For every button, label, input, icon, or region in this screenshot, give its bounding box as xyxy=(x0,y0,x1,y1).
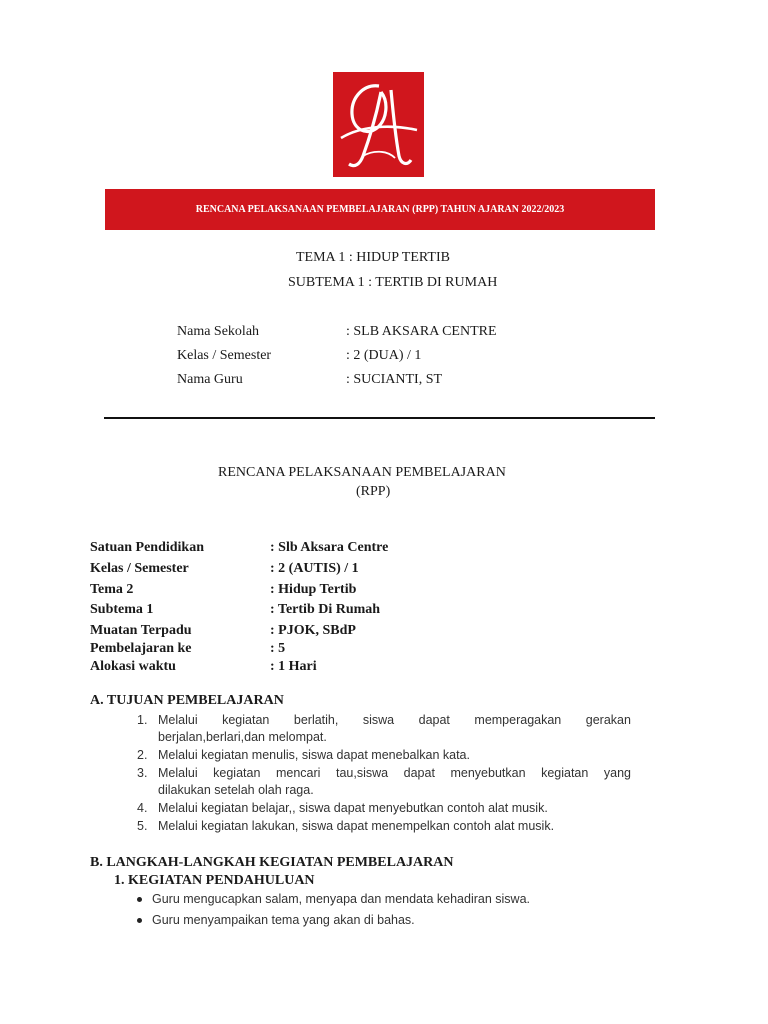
list-word: memperagakan xyxy=(474,713,562,727)
list-word: siswa xyxy=(362,713,395,727)
subtema-title: SUBTEMA 1 : TERTIB DI RUMAH xyxy=(288,275,498,290)
header-banner: RENCANA PELAKSANAAN PEMBELAJARAN (RPP) TAHUN AJARAN 2022/2023 xyxy=(105,189,655,230)
list-item-line xyxy=(158,766,631,781)
list-word: yang xyxy=(603,766,631,780)
list-word: kegiatan xyxy=(213,766,261,780)
identity-value: : Hidup Tertib xyxy=(270,582,357,597)
identity-label: Pembelajaran ke xyxy=(90,641,192,656)
list-word: menyebutkan xyxy=(450,766,526,780)
field-label: Nama Sekolah xyxy=(177,324,260,339)
identity-value: : 1 Hari xyxy=(270,659,317,674)
identity-value: : Tertib Di Rumah xyxy=(270,602,381,617)
identity-label: Satuan Pendidikan xyxy=(90,540,204,555)
identity-value: : PJOK, SBdP xyxy=(270,623,356,638)
field-value: : 2 (DUA) / 1 xyxy=(346,348,422,363)
list-word: gerakan xyxy=(585,713,631,727)
list-number: 1. xyxy=(137,713,148,727)
list-item-line: dilakukan setelah olah raga. xyxy=(158,783,314,797)
list-word: kegiatan xyxy=(222,713,270,727)
bullet-icon xyxy=(137,918,142,923)
identity-value: : Slb Aksara Centre xyxy=(270,540,389,555)
logo-icon xyxy=(333,72,424,177)
identity-label: Tema 2 xyxy=(90,582,134,597)
divider-line xyxy=(104,417,655,419)
bullet-item: Guru menyampaikan tema yang akan di bahas. xyxy=(152,913,415,927)
list-word: Melalui xyxy=(158,766,198,780)
list-word: dapat xyxy=(403,766,435,780)
list-word: mencari xyxy=(275,766,321,780)
identity-value: : 5 xyxy=(270,641,286,656)
field-value: : SUCIANTI, ST xyxy=(346,372,443,387)
identity-label: Muatan Terpadu xyxy=(90,623,192,638)
identity-label: Subtema 1 xyxy=(90,602,154,617)
field-label: Kelas / Semester xyxy=(177,348,272,363)
list-item-line xyxy=(158,713,631,728)
list-word: berlatih, xyxy=(293,713,339,727)
list-word: kegiatan xyxy=(541,766,589,780)
identity-label: Kelas / Semester xyxy=(90,561,189,576)
list-item-line: berjalan,berlari,dan melompat. xyxy=(158,730,327,744)
bullet-icon xyxy=(137,897,142,902)
document-subtitle: (RPP) xyxy=(356,484,391,499)
identity-value: : 2 (AUTIS) / 1 xyxy=(270,561,359,576)
list-number: 5. xyxy=(137,819,148,833)
tema-title: TEMA 1 : HIDUP TERTIB xyxy=(296,250,450,265)
list-word: tau,siswa xyxy=(335,766,389,780)
list-word: Melalui xyxy=(158,713,198,727)
field-label: Nama Guru xyxy=(177,372,243,387)
list-item-line: Melalui kegiatan menulis, siswa dapat menebalkan kata. xyxy=(158,748,470,762)
list-item-line: Melalui kegiatan belajar,, siswa dapat menyebutkan contoh alat musik. xyxy=(158,801,548,815)
list-item-line: Melalui kegiatan lakukan, siswa dapat menempelkan contoh alat musik. xyxy=(158,819,555,833)
document-title: RENCANA PELAKSANAAN PEMBELAJARAN xyxy=(218,465,506,480)
list-number: 3. xyxy=(137,766,148,780)
identity-label: Alokasi waktu xyxy=(90,659,176,674)
field-value: : SLB AKSARA CENTRE xyxy=(346,324,497,339)
section-a-heading: A. TUJUAN PEMBELAJARAN xyxy=(90,693,284,708)
bullet-item: Guru mengucapkan salam, menyapa dan mendata kehadiran siswa. xyxy=(152,892,530,906)
list-word: dapat xyxy=(418,713,450,727)
section-b-heading: B. LANGKAH-LANGKAH KEGIATAN PEMBELAJARAN xyxy=(90,855,454,870)
section-b-subheading: 1. KEGIATAN PENDAHULUAN xyxy=(114,873,315,888)
list-number: 4. xyxy=(137,801,148,815)
list-number: 2. xyxy=(137,748,148,762)
